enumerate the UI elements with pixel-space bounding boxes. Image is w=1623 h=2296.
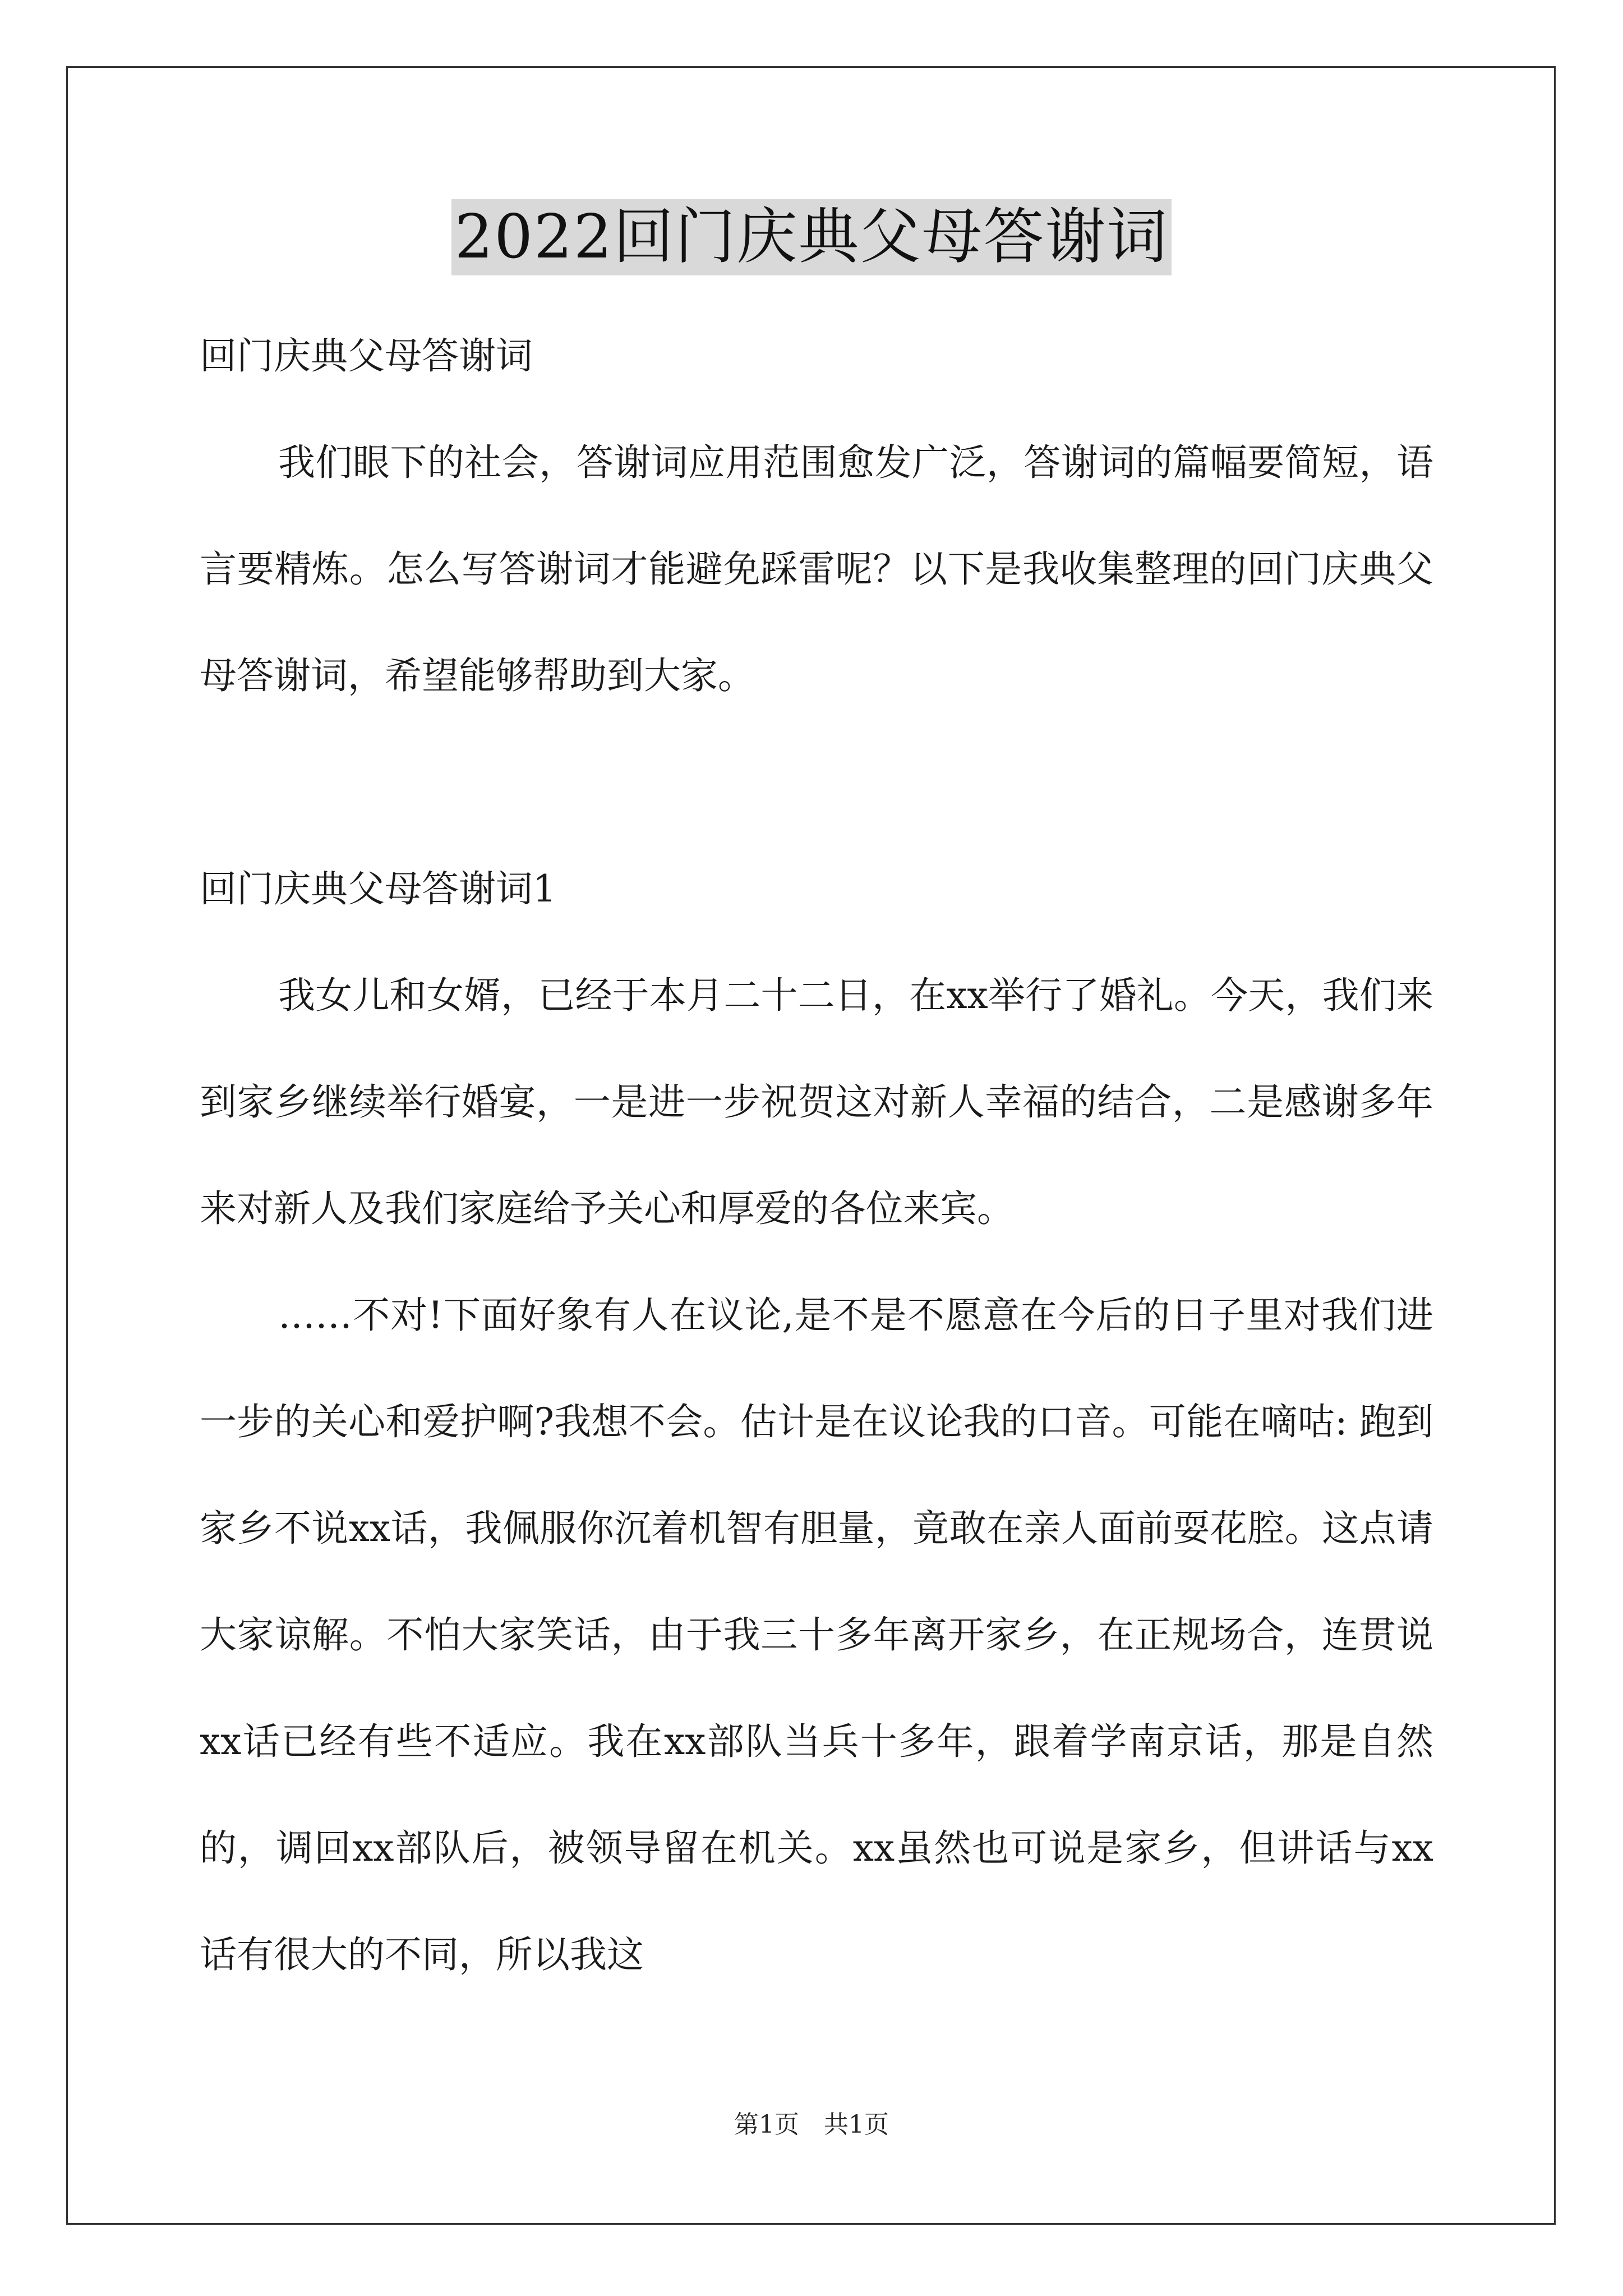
section-spacer bbox=[200, 729, 1433, 836]
page-footer: 第1页 共1页 bbox=[734, 2110, 889, 2139]
body-paragraph-2: ……不对!下面好象有人在议论,是不是不愿意在今后的日子里对我们进一步的关心和爱护啊?我想不会。估计是在议论我的口音。可能在嘀咕: 跑到家乡不说xx话，我佩服你沉着机智有胆量，竟敢在亲人面前耍花腔。这点请大家谅解。不怕大家笑话，由于我三十多年离开家乡，在正规场合，连贯说xx话已经有些不适应。我在xx部队当兵十多年，跟着学南京话，那是自然的，调回xx部队后，被领导留在机关。xx虽然也可说是家乡，但讲话与xx话有很大的不同，所以我这 bbox=[200, 1294, 1433, 1976]
document-body bbox=[200, 303, 1433, 2008]
body-paragraph-1: 我女儿和女婿，已经于本月二十二日，在xx举行了婚礼。今天，我们来到家乡继续举行婚宴，一是进一步祝贺这对新人幸福的结合，二是感谢多年来对新人及我们家庭给予关心和厚爱的各位来宾。 bbox=[200, 974, 1433, 1230]
document-title: 2022回门庆典父母答谢词 bbox=[451, 199, 1172, 275]
title-container bbox=[0, 199, 1623, 275]
intro-paragraph: 我们眼下的社会，答谢词应用范围愈发广泛，答谢词的篇幅要简短，语言要精炼。怎么写答谢词才能避免踩雷呢？以下是我收集整理的回门庆典父母答谢词，希望能够帮助到大家。 bbox=[200, 441, 1433, 697]
section-heading: 回门庆典父母答谢词1 bbox=[200, 867, 556, 910]
document-subtitle: 回门庆典父母答谢词 bbox=[200, 334, 533, 378]
